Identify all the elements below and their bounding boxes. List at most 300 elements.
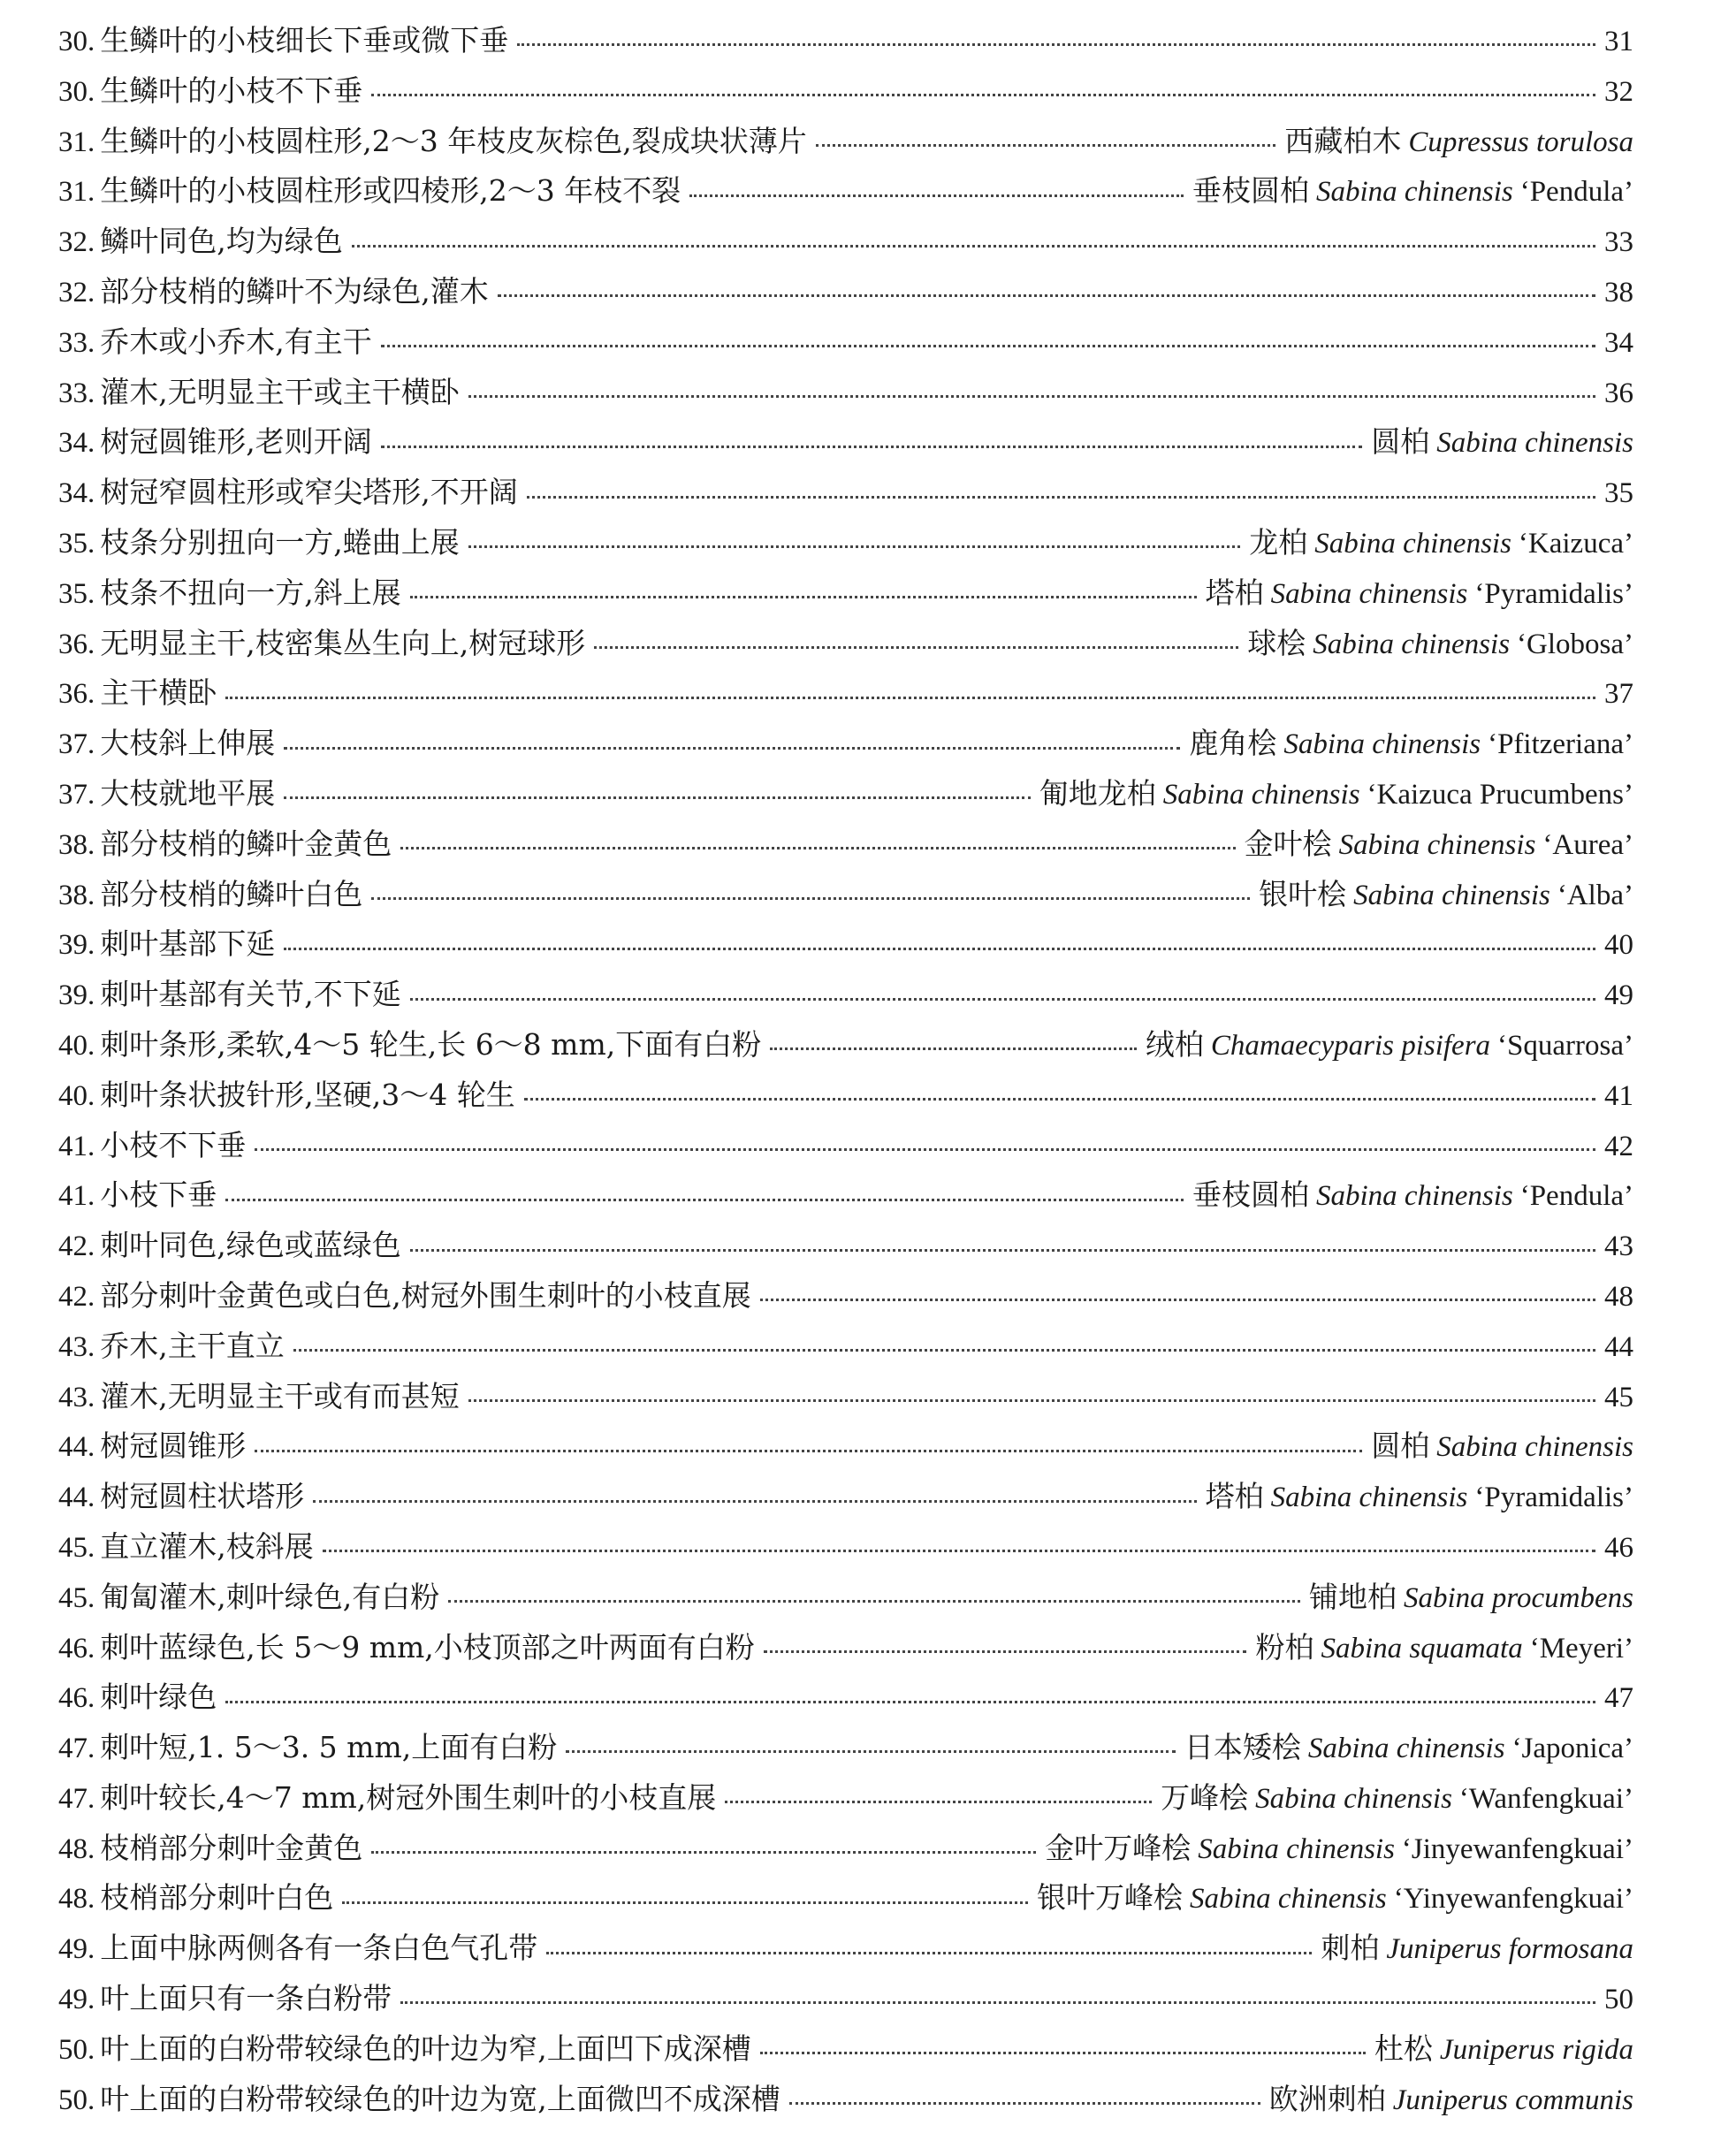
dot-leader [293,1348,1595,1352]
key-entry [58,368,1633,418]
dot-leader [760,1298,1595,1301]
couplet-number: 36. [58,678,95,711]
cultivar-name: ‘Pendula’ [1519,176,1633,209]
key-couplet [58,2075,780,2126]
key-entry [58,1121,1633,1171]
couplet-description: 匍匐灌木,刺叶绿色,有白粉 [100,1579,440,1614]
dot-leader [342,1901,1028,1904]
couplet-number: 50. [58,2083,95,2116]
species-name [1037,1873,1633,1924]
species-latin-name: Sabina chinensis [1270,1482,1468,1514]
species-chinese-name: 垂枝圆柏 [1192,1177,1309,1213]
species-latin-name: Chamaecyparis pisifera [1210,1029,1491,1062]
key-entry [58,1924,1633,1974]
key-entry [58,668,1633,719]
key-entry [58,719,1633,769]
goto-couplet-number [1604,668,1633,720]
goto-number: 44 [1604,1330,1633,1363]
dot-leader [381,445,1363,448]
goto-couplet-number [1604,468,1633,519]
species-latin-name: Cupressus torulosa [1408,126,1633,158]
goto-number: 34 [1604,326,1633,359]
species-name [1161,1773,1633,1824]
species-name [1206,568,1633,620]
species-latin-name: Sabina chinensis [1270,577,1468,610]
couplet-description: 刺叶蓝绿色,长 5～9 mm,小枝顶部之叶两面有白粉 [100,1629,755,1665]
dot-leader [400,846,1235,849]
couplet-description: 小枝下垂 [100,1177,217,1213]
dot-leader [313,1499,1196,1503]
cultivar-name: ‘Pfitzeriana’ [1488,728,1633,761]
species-chinese-name: 杜松 [1374,2030,1433,2066]
goto-number: 38 [1604,276,1633,309]
dot-leader [410,595,1197,598]
couplet-number: 50. [58,2033,95,2066]
key-couplet [58,970,401,1021]
couplet-number: 32. [58,276,95,309]
species-latin-name: Juniperus formosana [1386,1933,1633,1966]
dot-leader [410,997,1595,1001]
couplet-number: 34. [58,477,95,510]
goto-couplet-number [1604,919,1633,971]
key-couplet [58,267,489,318]
couplet-number: 44. [58,1431,95,1464]
couplet-description: 生鳞叶的小枝圆柱形或四棱形,2～3 年枝不裂 [100,173,681,209]
goto-number: 37 [1604,678,1633,711]
couplet-description: 刺叶基部有关节,不下延 [100,977,401,1012]
key-couplet [58,2024,751,2076]
dot-leader [284,796,1031,799]
species-chinese-name: 球桧 [1247,625,1306,660]
key-couplet [58,1322,285,1373]
species-latin-name: Sabina chinensis [1436,427,1633,460]
couplet-number: 30. [58,26,95,57]
species-chinese-name: 龙柏 [1249,524,1308,560]
couplet-description: 刺叶同色,绿色或蓝绿色 [100,1228,401,1263]
couplet-description: 叶上面的白粉带较绿色的叶边为窄,上面凹下成深槽 [100,2030,751,2066]
species-chinese-name: 欧洲刺柏 [1268,2081,1386,2116]
couplet-number: 42. [58,1280,95,1313]
key-entry [58,1472,1633,1522]
goto-number: 49 [1604,979,1633,1012]
identification-key [58,16,1633,2124]
cultivar-name: ‘Aurea’ [1542,828,1633,861]
couplet-description: 小枝不下垂 [100,1127,247,1162]
key-couplet [58,468,518,519]
couplet-number: 45. [58,1581,95,1614]
goto-couplet-number [1604,66,1633,118]
species-latin-name: Sabina chinensis [1314,527,1511,560]
key-couplet [58,769,275,820]
species-latin-name: Sabina chinensis [1198,1832,1395,1865]
goto-couplet-number [1604,1121,1633,1172]
key-couplet [58,568,401,620]
couplet-description: 刺叶短,1. 5～3. 5 mm,上面有白粉 [100,1730,558,1765]
couplet-description: 鳞叶同色,均为绿色 [100,224,343,259]
couplet-number: 39. [58,979,95,1012]
goto-couplet-number [1604,1522,1633,1573]
species-latin-name: Sabina chinensis [1283,728,1481,761]
key-couplet [58,1271,751,1322]
goto-number: 35 [1604,477,1633,510]
couplet-description: 乔木,主干直立 [100,1328,285,1363]
dot-leader [225,696,1595,699]
goto-number: 32 [1604,75,1633,108]
couplet-description: 刺叶绿色 [100,1680,217,1715]
goto-couplet-number [1604,1672,1633,1724]
key-couplet [58,1672,217,1724]
dot-leader [527,495,1595,499]
cultivar-name: ‘Jinyewanfengkuai’ [1401,1832,1633,1865]
key-couplet [58,919,275,971]
key-entry [58,1623,1633,1673]
species-chinese-name: 鹿角桧 [1189,726,1277,761]
couplet-description: 大枝就地平展 [100,775,276,811]
couplet-number: 34. [58,427,95,460]
key-entry [58,518,1633,568]
couplet-description: 乔木或小乔木,有主干 [100,324,372,359]
key-entry [58,1020,1633,1070]
key-entry [58,1322,1633,1372]
dot-leader [566,1749,1176,1753]
couplet-description: 部分刺叶金黄色或白色,树冠外围生刺叶的小枝直展 [100,1277,751,1313]
key-entry [58,1070,1633,1121]
key-entry [58,1170,1633,1221]
key-couplet [58,1522,314,1573]
couplet-number: 35. [58,577,95,610]
key-couplet [58,368,460,419]
species-chinese-name: 金叶万峰桧 [1045,1830,1192,1865]
goto-couplet-number [1604,1271,1633,1322]
species-name [1039,769,1633,820]
key-entry [58,1221,1633,1271]
dot-leader [546,1951,1312,1954]
goto-couplet-number [1604,317,1633,369]
goto-couplet-number [1604,1322,1633,1373]
couplet-description: 叶上面只有一条白粉带 [100,1981,392,2016]
goto-couplet-number [1604,16,1633,67]
goto-couplet-number [1604,217,1633,268]
key-entry [58,870,1633,920]
key-entry [58,217,1633,267]
species-latin-name: Sabina chinensis [1313,628,1511,660]
couplet-description: 上面中脉两侧各有一条白色气孔带 [100,1931,538,1966]
couplet-number: 47. [58,1782,95,1815]
couplet-number: 42. [58,1230,95,1263]
dot-leader [816,143,1276,147]
key-entry [58,769,1633,819]
species-name [1284,117,1633,168]
key-couplet [58,819,392,871]
species-latin-name: Sabina procumbens [1403,1581,1633,1614]
key-entry [58,166,1633,217]
species-latin-name: Sabina chinensis [1190,1883,1387,1916]
key-couplet [58,1421,246,1473]
species-latin-name: Sabina squamata [1321,1632,1523,1665]
key-entry [58,2075,1633,2125]
species-chinese-name: 银叶万峰桧 [1037,1880,1184,1916]
key-couplet [58,166,681,217]
couplet-number: 30. [58,75,95,108]
goto-number: 48 [1604,1280,1633,1313]
key-couplet [58,1723,557,1774]
key-entry [58,317,1633,368]
key-entry [58,417,1633,468]
dot-leader [225,1198,1184,1201]
species-name [1192,166,1633,217]
couplet-description: 部分枝梢的鳞叶白色 [100,876,363,911]
dot-leader [381,344,1595,347]
key-couplet [58,619,585,670]
key-couplet [58,1020,761,1071]
couplet-description: 大枝斜上伸展 [100,726,276,761]
couplet-number: 48. [58,1883,95,1916]
key-couplet [58,668,217,720]
goto-number: 46 [1604,1531,1633,1564]
dot-leader [770,1047,1137,1050]
dot-leader [225,1700,1595,1703]
key-entry [58,468,1633,518]
dot-leader [760,2051,1366,2054]
species-name [1374,2024,1633,2076]
goto-couplet-number [1604,1372,1633,1423]
species-chinese-name: 绒柏 [1145,1026,1204,1062]
dot-leader [524,1097,1595,1101]
key-couplet [58,1472,304,1523]
couplet-description: 树冠窄圆柱形或窄尖塔形,不开阔 [100,475,518,510]
cultivar-name: ‘Kaizuca Prucumbens’ [1367,778,1633,811]
couplet-description: 部分枝梢的鳞叶金黄色 [100,826,392,861]
species-latin-name: Sabina chinensis [1162,778,1360,811]
couplet-description: 灌木,无明显主干或主干横卧 [100,374,460,409]
key-entry [58,1723,1633,1773]
goto-number: 31 [1604,26,1633,57]
dot-leader [255,1147,1595,1151]
couplet-number: 37. [58,728,95,761]
key-couplet [58,1372,460,1423]
species-chinese-name: 粉柏 [1255,1629,1314,1665]
goto-number: 47 [1604,1682,1633,1715]
couplet-description: 树冠圆锥形,老则开阔 [100,424,372,460]
couplet-description: 枝条不扭向一方,斜上展 [100,575,401,610]
dot-leader [448,1599,1300,1603]
species-latin-name: Juniperus rigida [1439,2033,1633,2066]
key-couplet [58,1773,716,1824]
species-chinese-name: 银叶桧 [1259,876,1347,911]
goto-couplet-number [1604,970,1633,1021]
key-entry [58,568,1633,619]
key-entry [58,1672,1633,1723]
species-chinese-name: 圆柏 [1371,424,1430,460]
species-chinese-name: 刺柏 [1321,1931,1380,1966]
key-entry [58,1522,1633,1573]
species-latin-name: Sabina chinensis [1307,1733,1505,1765]
couplet-description: 枝条分别扭向一方,蜷曲上展 [100,524,460,560]
species-name [1045,1824,1633,1875]
cultivar-name: ‘Alba’ [1557,879,1633,911]
dot-leader [517,42,1595,46]
couplet-number: 46. [58,1632,95,1665]
key-entry [58,117,1633,167]
goto-number: 33 [1604,226,1633,259]
dot-leader [725,1800,1152,1803]
species-chinese-name: 匍地龙柏 [1039,775,1156,811]
key-entry [58,267,1633,317]
dot-leader [468,394,1595,398]
dot-leader [323,1549,1595,1552]
couplet-number: 36. [58,628,95,660]
key-couplet [58,719,275,770]
couplet-number: 43. [58,1381,95,1413]
goto-number: 41 [1604,1079,1633,1112]
goto-couplet-number [1604,267,1633,318]
couplet-description: 刺叶基部下延 [100,926,276,962]
key-entry [58,1974,1633,2024]
species-chinese-name: 万峰桧 [1161,1779,1249,1815]
couplet-description: 刺叶条形,柔软,4～5 轮生,长 6～8 mm,下面有白粉 [100,1026,762,1062]
species-latin-name: Sabina chinensis [1353,879,1550,911]
dot-leader [689,194,1184,197]
goto-couplet-number [1604,1221,1633,1272]
goto-number: 45 [1604,1381,1633,1413]
key-entry [58,1824,1633,1874]
couplet-number: 32. [58,226,95,259]
key-entry [58,1873,1633,1924]
species-chinese-name: 垂枝圆柏 [1192,173,1309,209]
couplet-number: 44. [58,1482,95,1514]
species-name [1371,1421,1633,1473]
couplet-number: 37. [58,778,95,811]
dot-leader [498,293,1595,297]
species-name [1247,619,1633,670]
couplet-description: 无明显主干,枝密集丛生向上,树冠球形 [100,625,586,660]
species-name [1309,1573,1633,1624]
couplet-description: 刺叶条状披针形,坚硬,3～4 轮生 [100,1077,515,1112]
key-entry [58,1372,1633,1422]
couplet-description: 树冠圆柱状塔形 [100,1479,305,1514]
dot-leader [284,746,1180,750]
key-entry [58,919,1633,970]
species-chinese-name: 圆柏 [1371,1428,1430,1464]
couplet-number: 41. [58,1180,95,1213]
dot-leader [789,2101,1260,2105]
dot-leader [255,1449,1362,1452]
key-entry [58,619,1633,669]
key-couplet [58,1623,755,1674]
key-couplet [58,870,362,921]
key-couplet [58,1221,401,1272]
species-name [1255,1623,1633,1674]
dot-leader [764,1649,1247,1653]
goto-couplet-number [1604,368,1633,419]
key-couplet [58,1070,515,1122]
key-couplet [58,1573,439,1624]
cultivar-name: ‘Globosa’ [1517,628,1633,660]
couplet-description: 生鳞叶的小枝不下垂 [100,72,363,108]
couplet-description: 生鳞叶的小枝细长下垂或微下垂 [100,23,509,57]
dot-leader [371,93,1595,96]
key-entry [58,16,1633,66]
species-name [1259,870,1633,921]
cultivar-name: ‘Pyramidalis’ [1474,577,1633,610]
cultivar-name: ‘Meyeri’ [1529,1632,1633,1665]
couplet-description: 枝梢部分刺叶金黄色 [100,1830,363,1865]
dot-leader [400,2000,1595,2004]
species-name [1245,819,1633,871]
species-name [1184,1723,1633,1774]
cultivar-name: ‘Japonica’ [1511,1733,1633,1765]
species-latin-name: Juniperus communis [1392,2083,1633,2116]
dot-leader [594,645,1238,649]
species-chinese-name: 塔柏 [1205,575,1264,610]
key-entry [58,1573,1633,1623]
key-entry [58,1421,1633,1472]
couplet-number: 35. [58,527,95,560]
key-couplet [58,1170,217,1222]
dot-leader [371,1850,1036,1854]
goto-number: 36 [1604,377,1633,409]
key-entry [58,2024,1633,2075]
couplet-number: 33. [58,326,95,359]
species-latin-name: Sabina chinensis [1436,1431,1633,1464]
couplet-number: 38. [58,879,95,911]
goto-number: 50 [1604,1984,1633,2016]
dot-leader [410,1248,1595,1252]
key-couplet [58,16,508,67]
couplet-number: 49. [58,1933,95,1966]
species-latin-name: Sabina chinensis [1338,828,1536,861]
couplet-number: 40. [58,1029,95,1062]
species-chinese-name: 金叶桧 [1244,826,1332,861]
species-name [1146,1020,1633,1071]
species-name [1189,719,1633,770]
dot-leader [352,244,1595,248]
couplet-description: 部分枝梢的鳞叶不为绿色,灌木 [100,273,489,309]
key-couplet [58,1974,392,2025]
goto-number: 40 [1604,929,1633,962]
couplet-number: 38. [58,828,95,861]
key-entry [58,1271,1633,1322]
couplet-number: 46. [58,1682,95,1715]
species-name [1321,1924,1633,1975]
cultivar-name: ‘Kaizuca’ [1518,527,1633,560]
couplet-number: 41. [58,1130,95,1162]
key-couplet [58,518,460,569]
key-entry [58,819,1633,870]
key-couplet [58,317,372,369]
species-chinese-name: 西藏柏木 [1284,123,1402,158]
key-couplet [58,417,372,468]
couplet-description: 树冠圆锥形 [100,1428,247,1464]
species-latin-name: Sabina chinensis [1255,1782,1452,1815]
couplet-description: 叶上面的白粉带较绿色的叶边为宽,上面微凹不成深槽 [100,2081,780,2116]
couplet-description: 生鳞叶的小枝圆柱形,2～3 年枝皮灰棕色,裂成块状薄片 [100,123,807,158]
species-name [1269,2075,1633,2126]
dot-leader [468,1398,1595,1402]
species-latin-name: Sabina chinensis [1315,1180,1513,1213]
couplet-number: 49. [58,1984,95,2016]
species-name [1371,417,1633,468]
couplet-description: 枝梢部分刺叶白色 [100,1880,334,1916]
couplet-number: 43. [58,1330,95,1363]
key-couplet [58,1924,537,1975]
species-name [1192,1170,1633,1222]
key-entry [58,66,1633,117]
couplet-number: 31. [58,126,95,158]
cultivar-name: ‘Wanfengkuai’ [1458,1782,1633,1815]
species-name [1206,1472,1633,1523]
couplet-number: 45. [58,1531,95,1564]
